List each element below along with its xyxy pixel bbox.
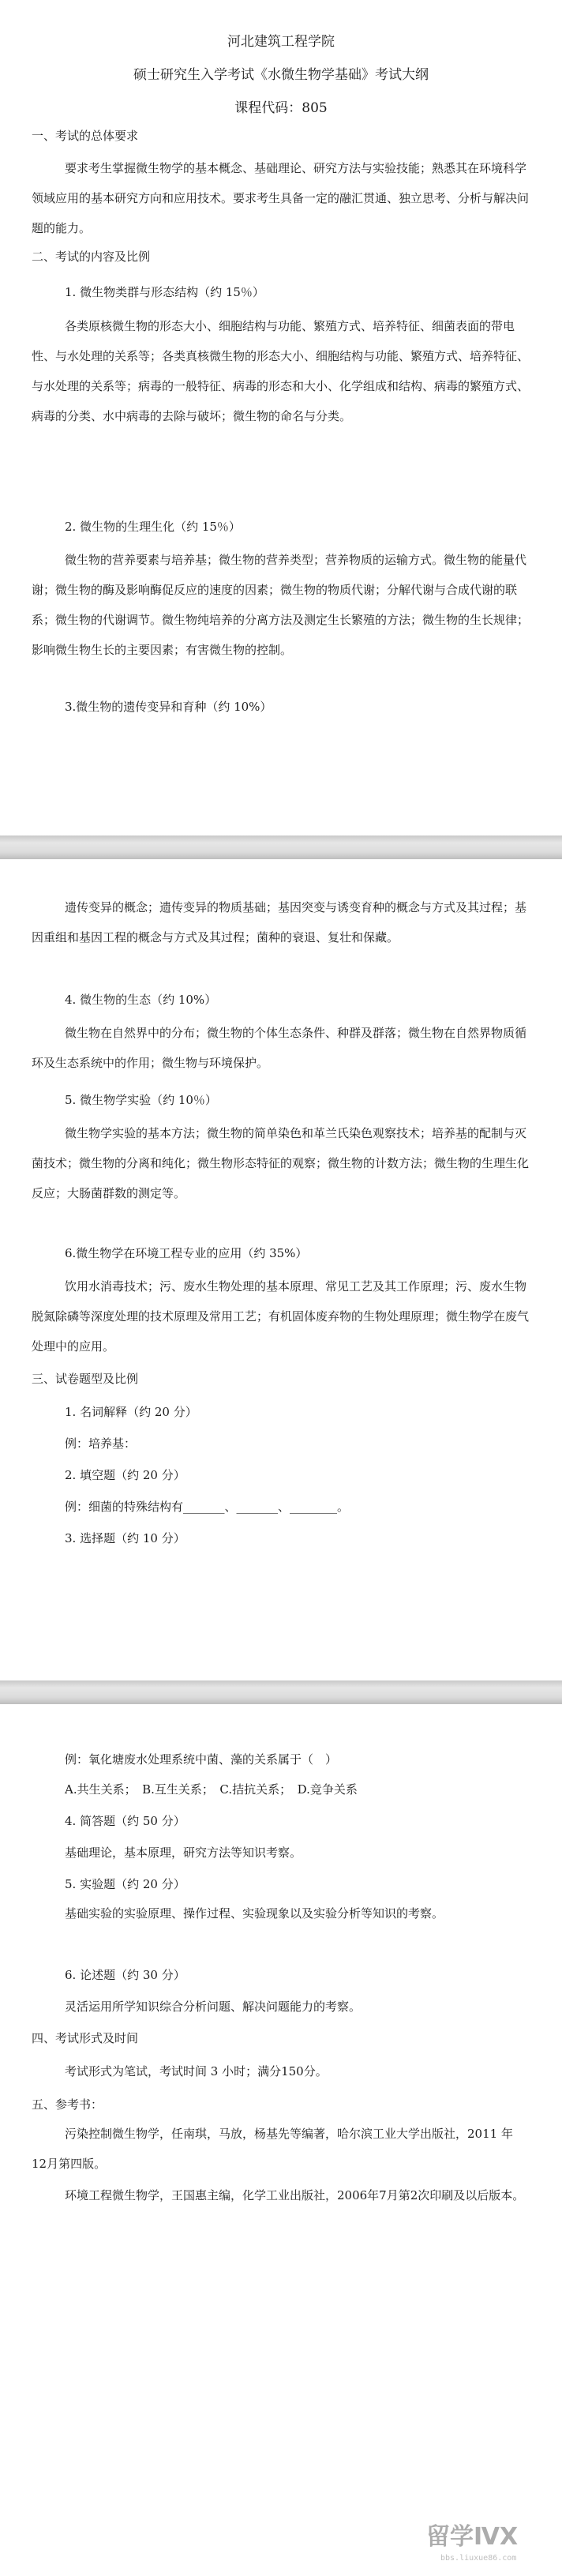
content-item-2-body: 微生物的营养要素与培养基；微生物的营养类型；营养物质的运输方式。微生物的能量代谢；微生物的酶及影响酶促反应的速度的因素；微生物的物质代谢；分解代谢与合成代谢的联系；微生物的代谢调节。微生物纯培养的分离方法及测定生长繁殖的方法；微生物的生长规律；影响微生物生长的主要因素；有害微生物的控制。 [32, 553, 530, 657]
question-4-title: 4. 简答题（约 50 分） [65, 1814, 185, 1828]
content-item-4-body: 微生物在自然界中的分布；微生物的个体生态条件、种群及群落；微生物在自然界物质循环及生态系统中的作用；微生物与环境保护。 [32, 1026, 527, 1070]
page-separator [0, 836, 562, 859]
content-item-3-title: 3.微生物的遗传变异和育种（约 10%） [65, 700, 272, 714]
content-item-3-body: 遗传变异的概念；遗传变异的物质基础；基因突变与诱变育种的概念与方式及其过程；基因重组和基因工程的概念与方式及其过程；菌种的衰退、复壮和保藏。 [32, 900, 527, 944]
content-item-6-title: 6.微生物学在环境工程专业的应用（约 35%） [65, 1246, 308, 1260]
content-item-1-title: 1. 微生物类群与形态结构（约 15％） [65, 285, 264, 299]
site-watermark [426, 2514, 545, 2565]
section-4-body: 考试形式为笔试，考试时间 3 小时；满分150分。 [65, 2064, 328, 2078]
content-item-4-title: 4. 微生物的生态（约 10%） [65, 993, 217, 1007]
page-1 [0, 0, 562, 836]
question-5-body: 基础实验的实验原理、操作过程、实验现象以及实验分析等知识的考察。 [65, 1906, 444, 1921]
question-4-body: 基础理论，基本原理，研究方法等知识考察。 [65, 1846, 302, 1860]
section-3-heading: 三、试卷题型及比例 [32, 1372, 139, 1386]
course-code: 课程代码：805 [234, 100, 328, 116]
question-6-title: 6. 论述题（约 30 分） [65, 1968, 185, 1982]
content-item-2-title: 2. 微生物的生理生化（约 15％） [65, 520, 241, 534]
question-2-title: 2. 填空题（约 20 分） [65, 1468, 185, 1482]
question-3-title: 3. 选择题（约 10 分） [65, 1531, 185, 1545]
section-2-heading: 二、考试的内容及比例 [32, 250, 151, 264]
content-item-5-body: 微生物学实验的基本方法；微生物的简单染色和革兰氏染色观察技术；培养基的配制与灭菌技术；微生物的分离和纯化；微生物形态特征的观察；微生物的计数方法；微生物的生理生化反应；大肠菌群数的测定等。 [32, 1126, 530, 1200]
question-5-title: 5. 实验题（约 20 分） [65, 1877, 185, 1891]
page-separator [0, 1680, 562, 1704]
question-3-example: 例：氧化塘废水处理系统中菌、藻的关系属于（ ） [65, 1752, 338, 1767]
question-3-options: A.共生关系； B.互生关系； C.拮抗关系； D.竞争关系 [65, 1782, 358, 1797]
content-item-5-title: 5. 微生物学实验（约 10％） [65, 1093, 217, 1107]
question-1-title: 1. 名词解释（约 20 分） [65, 1405, 197, 1419]
page-2 [0, 859, 562, 1680]
watermark-url: bbs.liuxue86.com [440, 2554, 517, 2563]
reference-1: 污染控制微生物学，任南琪，马放，杨基先等编著，哈尔滨工业大学出版社，2011 年 12月第四版。 [32, 2127, 513, 2171]
section-5-heading: 五、参考书： [32, 2097, 103, 2112]
section-4-heading: 四、考试形式及时间 [32, 2031, 139, 2045]
reference-2: 环境工程微生物学，王国惠主编，化学工业出版社，2006年7月第2次印刷及以后版本。 [65, 2188, 525, 2202]
watermark-logo-text: 留学ⅣⅩ [426, 2523, 519, 2551]
question-2-example: 例：细菌的特殊结构有_______、_______、________。 [65, 1500, 350, 1514]
question-6-body: 灵活运用所学知识综合分析问题、解决问题能力的考察。 [65, 2000, 362, 2014]
section-1-heading: 一、考试的总体要求 [32, 129, 139, 143]
page-3 [0, 1704, 562, 2576]
content-item-6-body: 饮用水消毒技术；污、废水生物处理的基本原理、常见工艺及其工作原理；污、废水生物脱氮除磷等深度处理的技术原理及常用工艺；有机固体废弃物的生物处理原理；微生物学在废气处理中的应用。 [32, 1279, 530, 1354]
content-item-1-body: 各类原核微生物的形态大小、细胞结构与功能、繁殖方式、培养特征、细菌表面的带电性、与水处理的关系等；各类真核微生物的形态大小、细胞结构与功能、繁殖方式、培养特征、与水处理的关系等；病毒的一般特征、病毒的形态和大小、化学组成和结构、病毒的繁殖方式、病毒的分类、水中病毒的去除与破坏；微生物的命名与分类。 [32, 319, 530, 423]
section-1-body: 要求考生掌握微生物学的基本概念、基础理论、研究方法与实验技能；熟悉其在环境科学领域应用的基本研究方向和应用技术。要求考生具备一定的融汇贯通、独立思考、分析与解决问题的能力。 [32, 161, 530, 235]
question-1-example: 例：培养基： [65, 1436, 137, 1451]
exam-title: 硕士研究生入学考试《水微生物学基础》考试大纲 [133, 67, 429, 83]
school-name: 河北建筑工程学院 [227, 34, 335, 50]
